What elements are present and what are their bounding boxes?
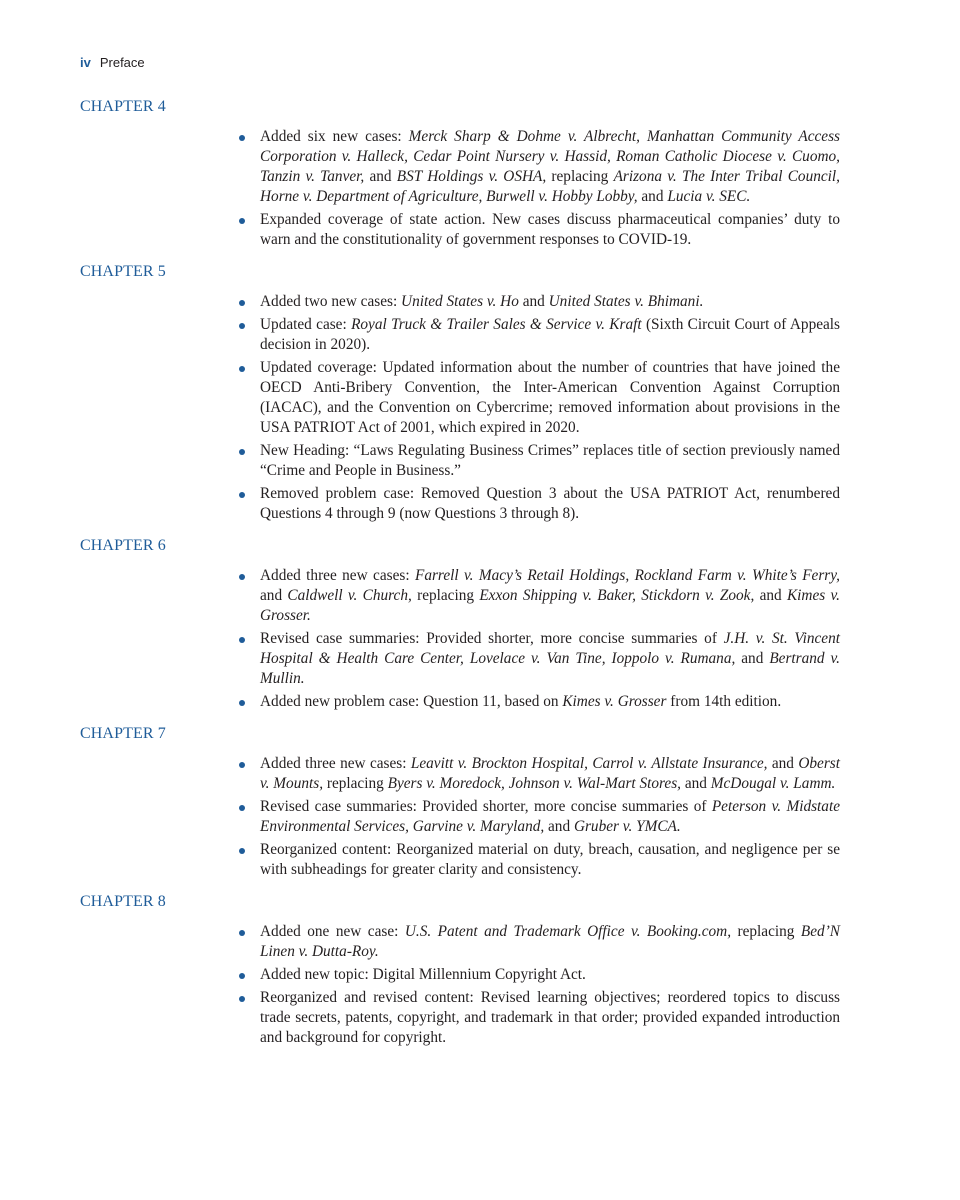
chapter-section: [0, 535, 960, 712]
running-head: [80, 55, 145, 70]
page-number: iv: [80, 55, 91, 70]
list-item: [260, 797, 840, 837]
case-name: J.H. v. St. Vincent Hospital & Health Care Center, Lovelace v. Van Tine, Ioppolo v. Rumana,: [260, 630, 840, 667]
case-name: United States v. Bhimani.: [548, 293, 704, 310]
list-item: [260, 965, 840, 985]
item-text: Added two new cases:: [260, 293, 402, 310]
running-head-title: Preface: [99, 55, 145, 70]
bullet-dot-icon: [239, 366, 245, 372]
list-item: [260, 840, 840, 880]
item-text: Reorganized content: Reorganized material on duty, breach, causation, and negligence per se with subheadings for greater clarity and consistency.: [260, 841, 840, 878]
preface-content: [0, 96, 960, 1059]
bullet-dot-icon: [239, 449, 245, 455]
case-name: Peterson v. Midstate Environmental Services, Garvine v. Maryland,: [260, 798, 840, 835]
change-list: [0, 754, 960, 880]
item-text: replacing: [323, 775, 388, 792]
case-name: McDougal v. Lamm.: [710, 775, 836, 792]
item-text: (Sixth Circuit Court of Appeals decision in 2020).: [260, 316, 841, 353]
case-name: United States v. Ho: [401, 293, 519, 310]
chapter-heading: CHAPTER 6: [80, 537, 166, 554]
case-name: Byers v. Moredock, Johnson v. Wal-Mart Stores,: [387, 775, 681, 792]
item-text: from 14th edition.: [666, 693, 782, 710]
item-text: Added new problem case: Question 11, based on: [260, 693, 563, 710]
list-item: [260, 629, 840, 689]
bullet-dot-icon: [239, 300, 245, 306]
case-name: Merck Sharp & Dohme v. Albrecht, Manhattan Community Access Corporation v. Halleck, Cedar Point Nursery v. Hassid, Roman Catholic Diocese v. Cuomo, Tanzin v. Tanver,: [260, 128, 840, 185]
bullet-dot-icon: [239, 492, 245, 498]
case-name: Leavitt v. Brockton Hospital, Carrol v. Allstate Insurance,: [410, 755, 768, 772]
case-name: Exxon Shipping v. Baker, Stickdorn v. Zook,: [479, 587, 755, 604]
item-text: and: [735, 650, 770, 667]
bullet-dot-icon: [239, 700, 245, 706]
case-name: Gruber v. YMCA.: [573, 818, 681, 835]
item-text: Added three new cases:: [260, 755, 411, 772]
item-text: Expanded coverage of state action. New cases discuss pharmaceutical companies’ duty to warn and the constitutionality of government responses to COVID-19.: [260, 211, 840, 248]
chapter-heading: CHAPTER 5: [80, 263, 166, 280]
case-name: Farrell v. Macy’s Retail Holdings, Rockland Farm v. White’s Ferry,: [414, 567, 840, 584]
bullet-dot-icon: [239, 996, 245, 1002]
item-text: and: [260, 587, 288, 604]
change-list: [0, 566, 960, 712]
list-item: [260, 315, 840, 355]
case-name: Lucia v. SEC.: [667, 188, 751, 205]
item-text: Added new topic: Digital Millennium Copyright Act.: [260, 966, 586, 983]
case-name: Oberst v. Mounts,: [260, 755, 840, 792]
chapter-section: [0, 723, 960, 880]
item-text: Updated coverage: Updated information about the number of countries that have joined the OECD Anti-Bribery Convention, the Inter-American Convention Against Corruption (IACAC), and the Convention on Cybercrime; removed information about provisions in the USA PATRIOT Act of 2001, which expired in 2020.: [260, 359, 840, 436]
bullet-dot-icon: [239, 323, 245, 329]
item-text: and: [767, 755, 799, 772]
item-text: and: [681, 775, 711, 792]
item-text: replacing: [411, 587, 480, 604]
change-list: [0, 127, 960, 250]
item-text: Revised case summaries: Provided shorter, more concise summaries of: [260, 630, 724, 647]
change-list: [0, 922, 960, 1048]
change-list: [0, 292, 960, 524]
bullet-dot-icon: [239, 762, 245, 768]
chapter-section: [0, 891, 960, 1048]
case-name: Kimes v. Grosser.: [260, 587, 840, 624]
item-text: and: [637, 188, 668, 205]
case-name: Caldwell v. Church,: [287, 587, 412, 604]
item-text: Reorganized and revised content: Revised learning objectives; reordered topics to discuss trade secrets, patents, copyright, and trademark in that order; provided expanded introduction and background for copyright.: [260, 989, 840, 1046]
chapter-heading: CHAPTER 8: [80, 893, 166, 910]
bullet-dot-icon: [239, 574, 245, 580]
chapter-heading: CHAPTER 4: [80, 98, 166, 115]
case-name: Kimes v. Grosser: [562, 693, 667, 710]
list-item: [260, 566, 840, 626]
bullet-dot-icon: [239, 805, 245, 811]
list-item: [260, 292, 840, 312]
case-name: Bertrand v. Mullin.: [260, 650, 840, 687]
list-item: [260, 988, 840, 1048]
item-text: New Heading: “Laws Regulating Business Crimes” replaces title of section previously named “Crime and People in Business.”: [260, 442, 840, 479]
item-text: and: [518, 293, 549, 310]
list-item: [260, 441, 840, 481]
item-text: and: [364, 168, 397, 185]
item-text: and: [544, 818, 574, 835]
case-name: Bed’N Linen v. Dutta-Roy.: [260, 923, 840, 960]
case-name: U.S. Patent and Trademark Office v. Booking.com,: [404, 923, 732, 940]
chapter-section: [0, 96, 960, 250]
list-item: [260, 754, 840, 794]
list-item: [260, 210, 840, 250]
bullet-dot-icon: [239, 135, 245, 141]
item-text: Removed problem case: Removed Question 3 about the USA PATRIOT Act, renumbered Questions 4 through 9 (now Questions 3 through 8).: [260, 485, 840, 522]
list-item: [260, 692, 840, 712]
item-text: Added six new cases:: [260, 128, 409, 145]
item-text: Revised case summaries: Provided shorter, more concise summaries of: [260, 798, 712, 815]
bullet-dot-icon: [239, 218, 245, 224]
item-text: replacing: [546, 168, 614, 185]
item-text: Added one new case:: [260, 923, 405, 940]
bullet-dot-icon: [239, 848, 245, 854]
list-item: [260, 922, 840, 962]
item-text: replacing: [731, 923, 801, 940]
item-text: Added three new cases:: [260, 567, 415, 584]
list-item: [260, 127, 840, 207]
bullet-dot-icon: [239, 930, 245, 936]
case-name: BST Holdings v. OSHA,: [396, 168, 547, 185]
item-text: and: [754, 587, 787, 604]
bullet-dot-icon: [239, 637, 245, 643]
chapter-heading: CHAPTER 7: [80, 725, 166, 742]
chapter-section: [0, 261, 960, 524]
bullet-dot-icon: [239, 973, 245, 979]
item-text: Updated case:: [260, 316, 352, 333]
case-name: Arizona v. The Inter Tribal Council, Horne v. Department of Agriculture, Burwell v. Hobby Lobby,: [260, 168, 840, 205]
case-name: Royal Truck & Trailer Sales & Service v. Kraft: [351, 316, 642, 333]
list-item: [260, 484, 840, 524]
list-item: [260, 358, 840, 438]
